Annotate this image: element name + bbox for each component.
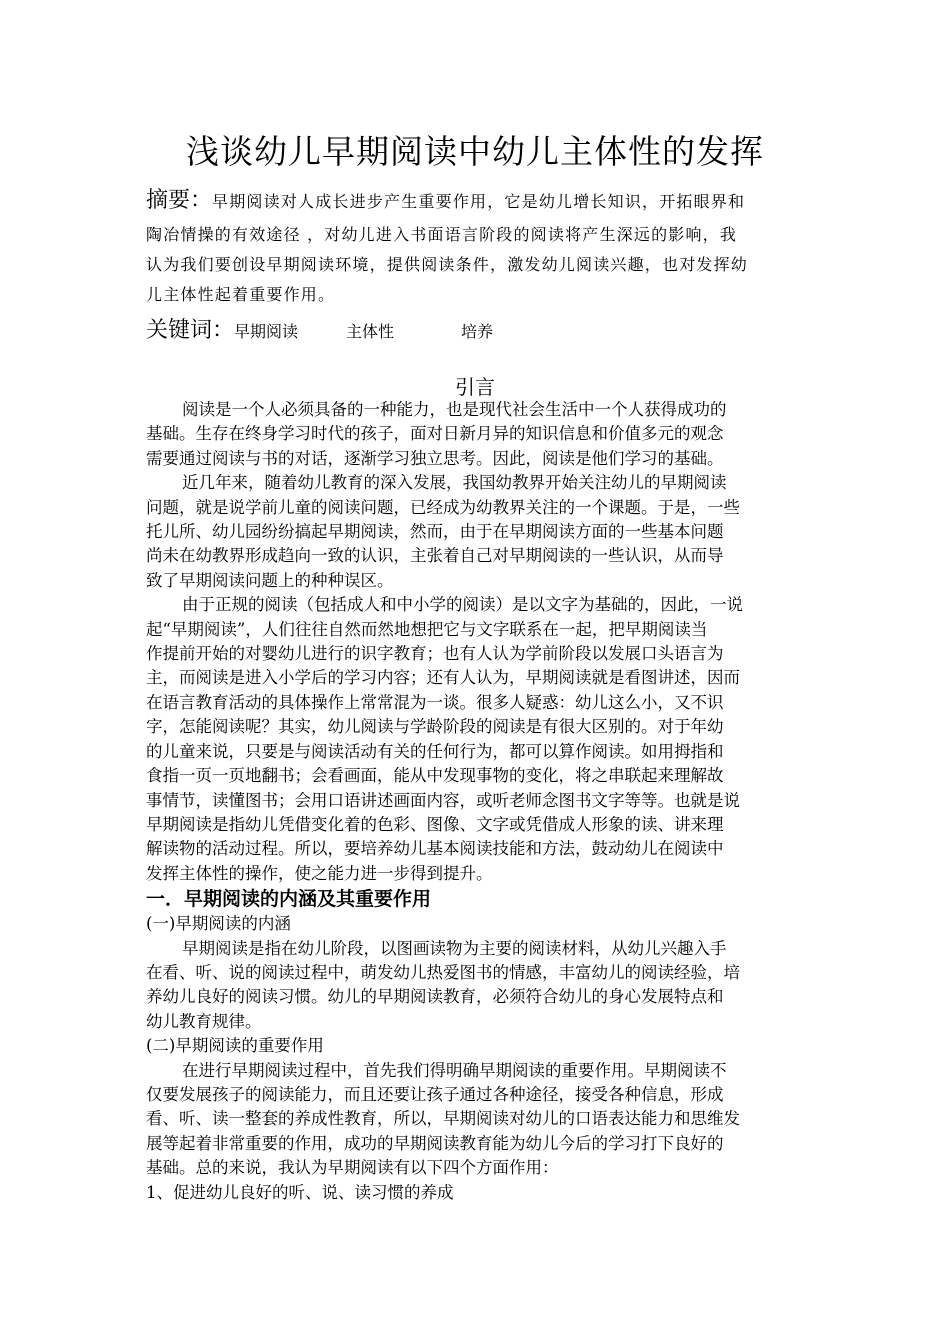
text-line: 基础。总的来说，我认为早期阅读有以下四个方面作用： (146, 1158, 559, 1178)
text-line: 在进行早期阅读过程中，首先我们得明确早期阅读的重要作用。早期阅读不 (182, 1060, 727, 1080)
text-line: 在看、听、说的阅读过程中，萌发幼儿热爱图书的情感，丰富幼儿的阅读经验，培 (146, 962, 740, 982)
text-line: 看、听、读一整套的养成性教育，所以，早期阅读对幼儿的口语表达能力和思维发 (146, 1109, 740, 1129)
text-line: 发挥主体性的操作，使之能力进一步得到提升。 (146, 863, 493, 883)
text-line: 解读物的活动过程。所以，要培养幼儿基本阅读技能和方法，鼓动幼儿在阅读中 (146, 839, 724, 859)
keywords-label: 关键词： (146, 318, 235, 343)
abstract-label: 摘要： (146, 188, 213, 213)
subsection-paragraph (146, 937, 810, 1035)
intro-heading: 引言 (455, 375, 495, 399)
text-line: 在语言教育活动的具体操作上常常混为一谈。很多人疑惑：幼儿这么小，又不识 (146, 692, 724, 712)
abstract-line: 认为我们要创设早期阅读环境，提供阅读条件，激发幼儿阅读兴趣，也对发挥幼 (146, 255, 749, 274)
text-line: 需要通过阅读与书的对话，逐渐学习独立思考。因此，阅读是他们学习的基础。 (146, 448, 724, 468)
text-line: 阅读是一个人必须具备的一种能力，也是现代社会生活中一个人获得成功的 (182, 400, 727, 419)
text-line: 起“早期阅读”，人们往往自然而然地想把它与文字联系在一起，把早期阅读当 (146, 619, 708, 639)
text-line: 幼儿教育规律。 (146, 1011, 262, 1031)
text-line: 事情节，读懂图书；会用口语讲述画面内容，或听老师念图书文字等等。也就是说 (146, 790, 740, 810)
numbered-item: 1、促进幼儿良好的听、说、读习惯的养成 (146, 1182, 454, 1202)
intro-paragraph (146, 593, 810, 886)
abstract-block (146, 183, 810, 310)
text-line: 作提前开始的对婴幼儿进行的识字教育；也有人认为学前阶段以发展口头语言为 (146, 644, 724, 664)
keyword: 培养 (461, 322, 494, 341)
subsection-heading: (二)早期阅读的重要作用 (146, 1036, 324, 1056)
body-text (146, 398, 810, 1205)
abstract-line: 儿主体性起着重要作用。 (146, 285, 336, 304)
text-line: 养幼儿良好的阅读习惯。幼儿的早期阅读教育，必须符合幼儿的身心发展特点和 (146, 987, 724, 1007)
keyword: 早期阅读 (234, 322, 299, 341)
text-line: 展等起着非常重要的作用，成功的早期阅读教育能为幼儿今后的学习打下良好的 (146, 1133, 724, 1153)
text-line: 基础。生存在终身学习时代的孩子，面对日新月异的知识信息和价值多元的观念 (146, 424, 724, 444)
text-line: 字，怎能阅读呢？其实，幼儿阅读与学龄阶段的阅读是有很大区别的。对于年幼 (146, 717, 724, 737)
intro-paragraph (146, 398, 810, 471)
document-title: 浅谈幼儿早期阅读中幼儿主体性的发挥 (186, 132, 764, 171)
abstract-line (146, 183, 810, 220)
text-line: 尚未在幼教界形成趋向一致的认识，主张着自己对早期阅读的一些认识，从而导 (146, 546, 724, 566)
keywords-block (146, 313, 493, 344)
subsection-heading: (一)早期阅读的内涵 (146, 914, 291, 934)
text-line: 托儿所、幼儿园纷纷搞起早期阅读，然而，由于在早期阅读方面的一些基本问题 (146, 522, 724, 542)
text-line: 仅要发展孩子的阅读能力，而且还要让孩子通过各种途径，接受各种信息，形成 (146, 1084, 724, 1104)
text-line: 的儿童来说，只要是与阅读活动有关的任何行为，都可以算作阅读。如用拇指和 (146, 741, 724, 761)
text-line: 早期阅读是指幼儿凭借变化着的色彩、图像、文字或凭借成人形象的读、讲来理 (146, 814, 724, 834)
section-heading: 一．早期阅读的内涵及其重要作用 (146, 888, 432, 911)
text-line: 由于正规的阅读（包括成人和中小学的阅读）是以文字为基础的，因此，一说 (182, 595, 743, 615)
abstract-text: 早期阅读对人成长进步产生重要作用，它是幼儿增长知识，开拓眼界和 (212, 192, 746, 211)
text-line: 主，而阅读是进入小学后的学习内容；还有人认为，早期阅读就是看图讲述，因而 (146, 668, 740, 688)
subsection-paragraph (146, 1059, 810, 1181)
text-line: 近几年来，随着幼儿教育的深入发展，我国幼教界开始关注幼儿的早期阅读 (182, 473, 727, 493)
keyword: 主体性 (346, 322, 395, 341)
text-line: 致了早期阅读问题上的种种误区。 (146, 570, 394, 590)
text-line: 问题，就是说学前儿童的阅读问题，已经成为幼教界关注的一个课题。于是，一些 (146, 497, 740, 517)
intro-paragraph (146, 471, 810, 593)
text-line: 早期阅读是指在幼儿阶段，以图画读物为主要的阅读材料，从幼儿兴趣入手 (182, 938, 727, 958)
abstract-line: 陶冶情操的有效途径 ，对幼儿进入书面语言阶段的阅读将产生深远的影响，我 (146, 225, 738, 244)
text-line: 食指一页一页地翻书；会看画面，能从中发现事物的变化，将之串联起来理解故 (146, 766, 724, 786)
